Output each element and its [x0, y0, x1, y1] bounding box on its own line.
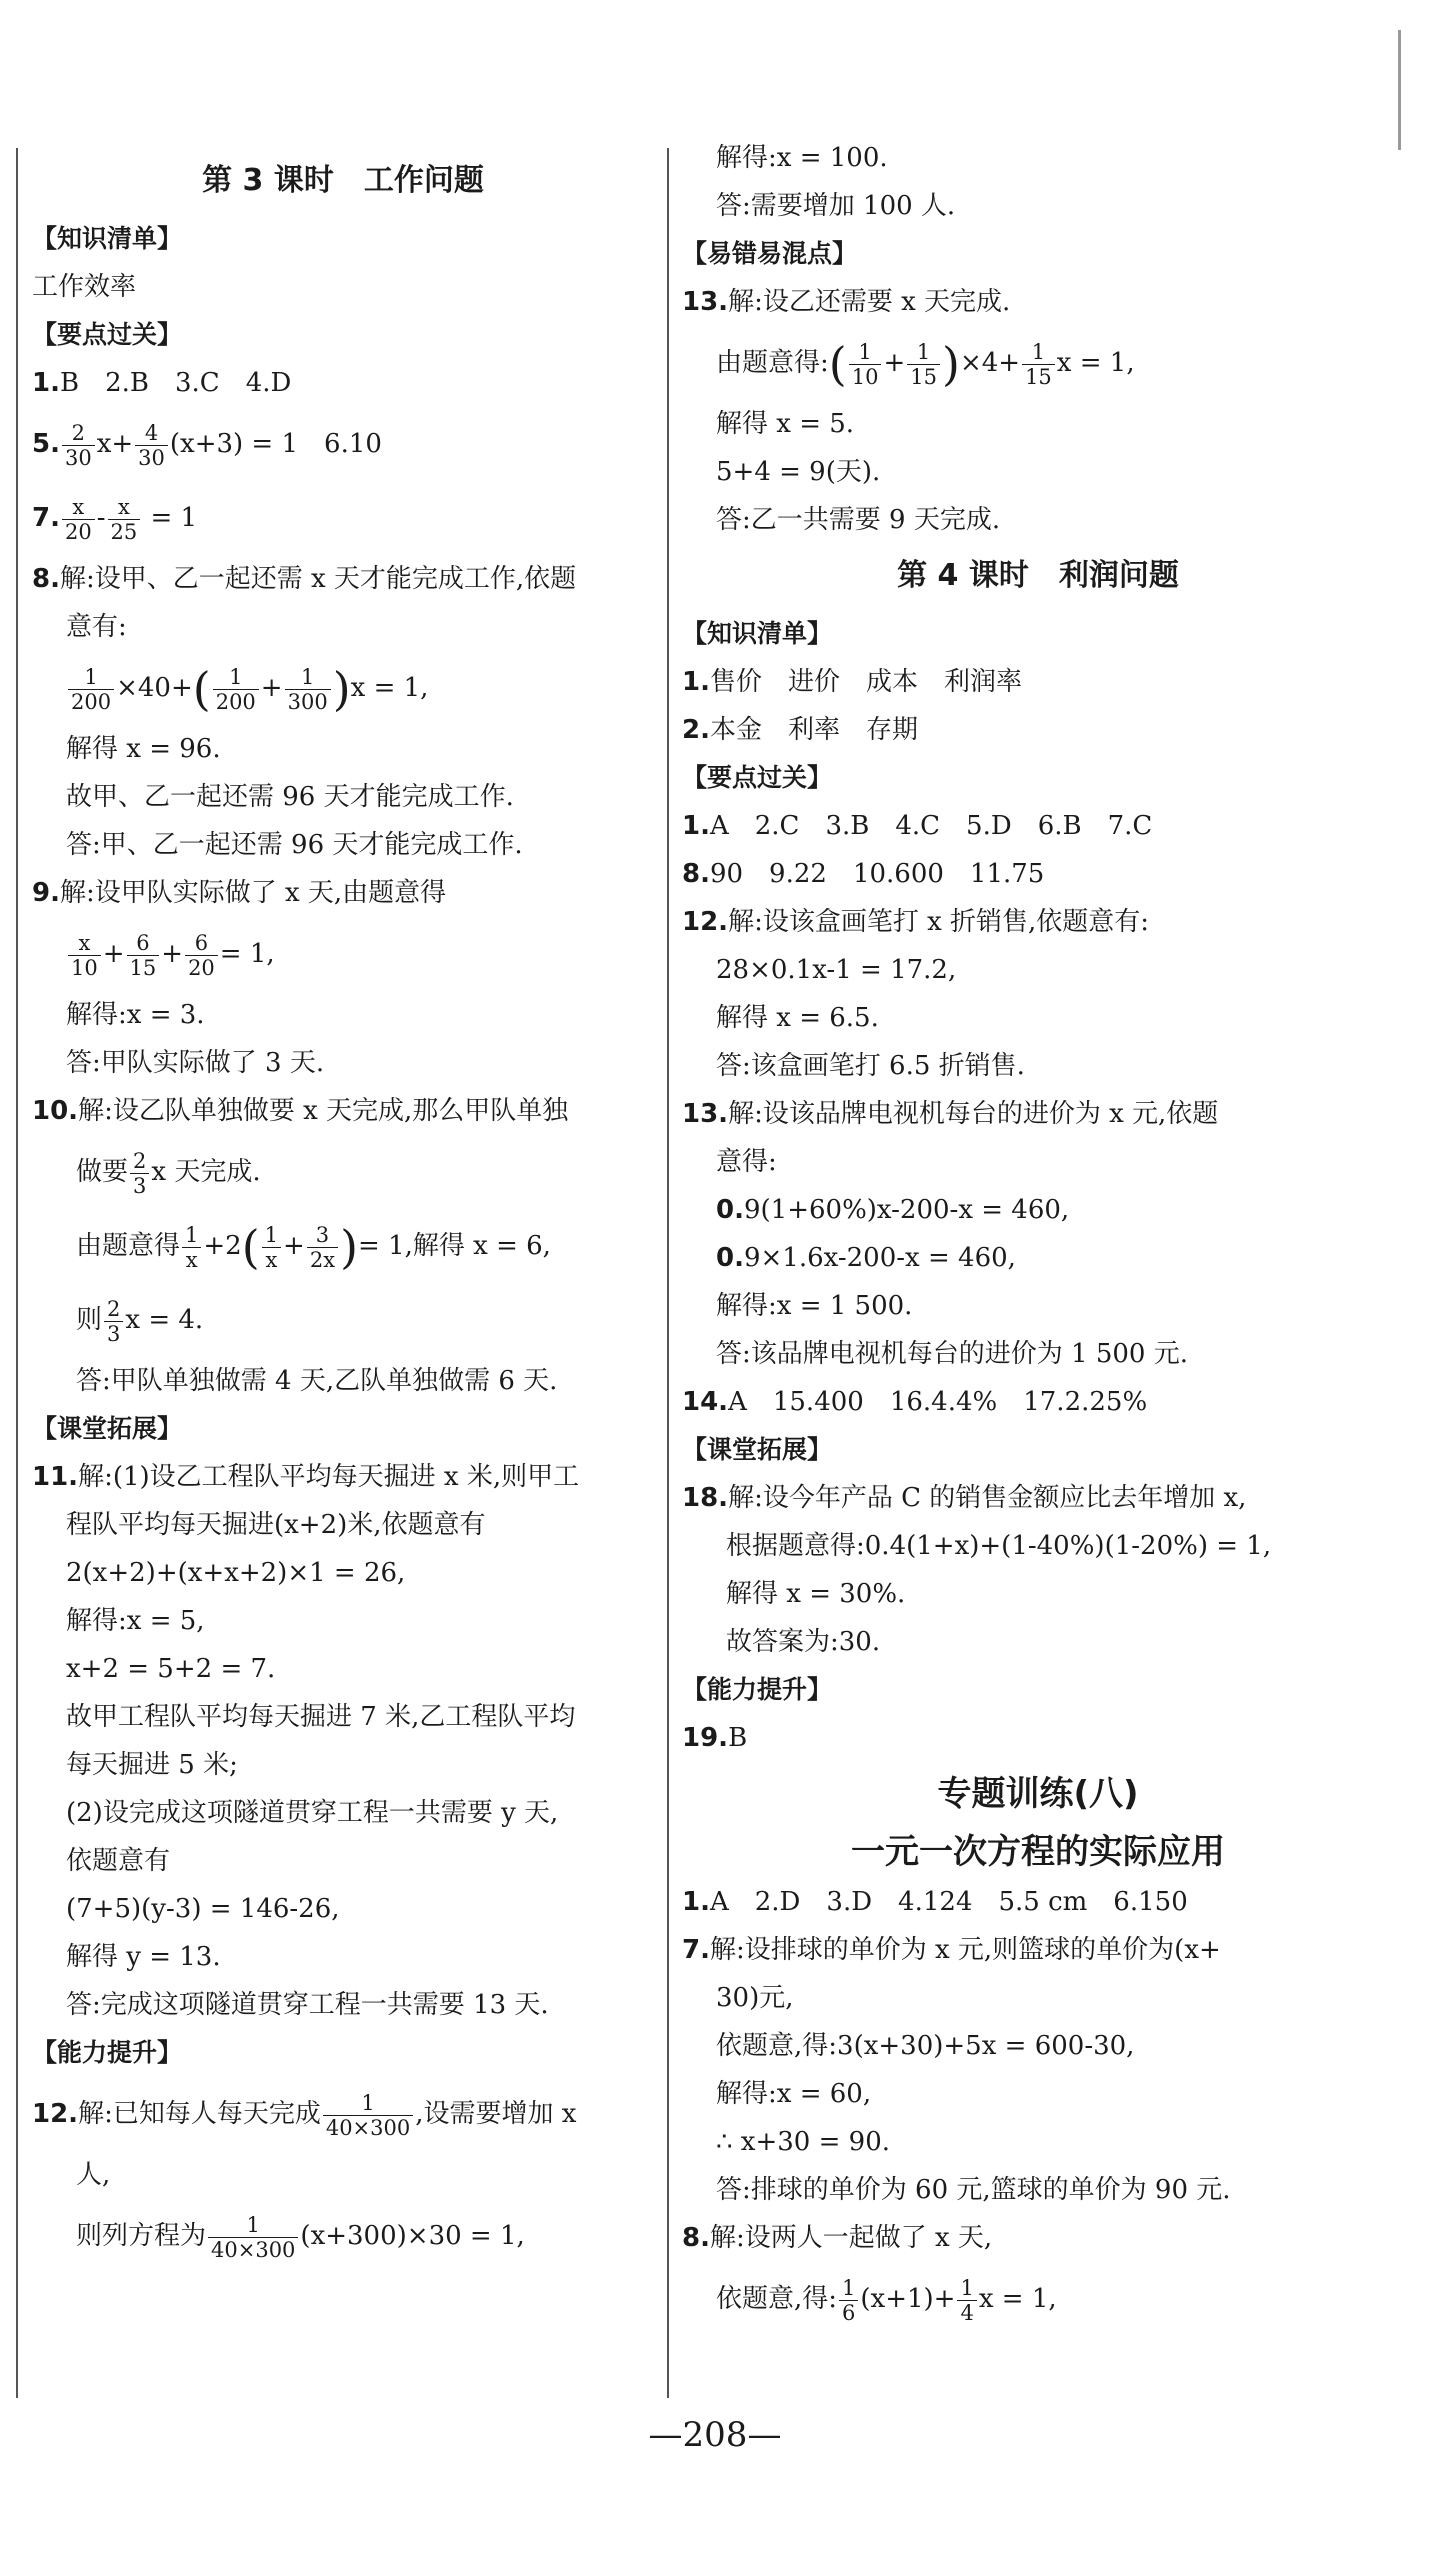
q9-equation: $\frac{x}{10}$ + $\frac{6}{15}$ + $\frac{6}{20}$ = 1,: [32, 923, 654, 985]
section-extend-2: 【课堂拓展】: [682, 1435, 833, 1464]
q8-line: 8.解:设甲、乙一起还需 x 天才能完成工作,依题: [32, 564, 577, 594]
q11-line: (7+5)(y-3) = 146-26,: [66, 1894, 340, 1924]
topic-training-title: 专题训练(八): [937, 1774, 1139, 1814]
knowledge-item: 2.本金 利率 存期: [682, 715, 918, 745]
fraction: $\frac{6}{15}$: [127, 931, 160, 980]
left-column: [32, 145, 654, 2279]
fraction: $\frac{1}{40\times 300}$: [323, 2091, 413, 2140]
answer-7: 7. $\frac{x}{20}$ - $\frac{x}{25}$ = 1: [32, 494, 198, 544]
q8c-line: 8.解:设两人一起做了 x 天,: [682, 2223, 993, 2253]
answer-19: 19.B: [682, 1723, 748, 1753]
fraction: $\frac{1}{300}$: [285, 665, 331, 714]
fraction: $\frac{1}{6}$: [839, 2276, 858, 2325]
q12-equation: 则列方程为 $\frac{1}{40\times 300}$ (x+300)×30 = 1,: [76, 2212, 525, 2262]
fraction: $\frac{1}{4}$: [957, 2276, 976, 2325]
answer-5-6: 5. $\frac{2}{30}$ x+ $\frac{4}{30}$ (x+3) = 1 6.10: [32, 420, 382, 470]
q12-line: 人,: [76, 2160, 111, 2190]
q11-line: 解得:x = 5,: [66, 1606, 205, 1636]
answers-8-11: 8.90 9.22 10.600 11.75: [682, 859, 1045, 889]
q11-line: 解得 y = 13.: [66, 1942, 221, 1972]
knowledge-item: 1.售价 进价 成本 利润率: [682, 667, 1022, 697]
q8-line: 意有:: [66, 612, 127, 642]
answers-1-7: 1.A 2.C 3.B 4.C 5.D 6.B 7.C: [682, 811, 1153, 841]
q13-line: 解得 x = 5.: [716, 409, 855, 439]
q8-line: 解得 x = 96.: [66, 734, 221, 764]
q10-equation: 由题意得 $\frac{1}{x}$ +2( $\frac{1}{x}$ + $\frac{3}{2x}$ )= 1,解得 x = 6,: [76, 1220, 551, 1274]
q11-line: x+2 = 5+2 = 7.: [66, 1654, 276, 1684]
column-divider: [667, 148, 669, 2398]
fraction: $\frac{1}{200}$: [213, 665, 259, 714]
q8-answer: 答:甲、乙一起还需 96 天才能完成工作.: [66, 830, 523, 860]
q11-line: 11.解:(1)设乙工程队平均每天掘进 x 米,则甲工: [32, 1462, 580, 1492]
section-knowledge: 【知识清单】: [32, 224, 183, 253]
section-key-points-2: 【要点过关】: [682, 763, 833, 792]
q13b-line: 解得:x = 1 500.: [716, 1291, 913, 1321]
q10-line: 做要 $\frac{2}{3}$ x 天完成.: [76, 1148, 261, 1198]
q11-line: (2)设完成这项隧道贯穿工程一共需要 y 天,: [66, 1798, 559, 1828]
q13b-line: 0.9×1.6x-200-x = 460,: [716, 1243, 1016, 1273]
section-ability-2: 【能力提升】: [682, 1675, 833, 1704]
fraction: $\frac{3}{2x}$: [307, 1223, 338, 1272]
left-margin-rule: [16, 148, 18, 2398]
fraction: $\frac{x}{20}$: [62, 495, 95, 544]
fraction: $\frac{1}{15}$: [907, 340, 940, 389]
fraction: $\frac{2}{30}$: [62, 421, 95, 470]
section-knowledge-2: 【知识清单】: [682, 619, 833, 648]
answers-1-4: 1.B 2.B 3.C 4.D: [32, 368, 292, 398]
q13b-line: 0.9(1+60%)x-200-x = 460,: [716, 1195, 1070, 1225]
section-key-points: 【要点过关】: [32, 320, 183, 349]
fraction: $\frac{6}{20}$: [185, 931, 218, 980]
q7c-line: 30)元,: [716, 1983, 794, 2013]
q9-line: 解得:x = 3.: [66, 1000, 205, 1030]
q12b-line: 12.解:设该盒画笔打 x 折销售,依题意有:: [682, 907, 1150, 937]
q7c-line: 解得:x = 60,: [716, 2079, 872, 2109]
section-ability: 【能力提升】: [32, 2038, 183, 2067]
q8-equation: $\frac{1}{200}$ ×40+( $\frac{1}{200}$ + $\frac{1}{300}$ )x = 1,: [32, 657, 654, 719]
q12-solution: 解得:x = 100.: [716, 143, 888, 173]
fraction: $\frac{2}{3}$: [130, 1149, 149, 1198]
q13-line: 5+4 = 9(天).: [716, 457, 881, 487]
fraction: $\frac{2}{3}$: [104, 1297, 123, 1346]
q11-line: 依题意有: [66, 1846, 171, 1876]
q11-answer: 答:完成这项隧道贯穿工程一共需要 13 天.: [66, 1990, 549, 2020]
q9-answer: 答:甲队实际做了 3 天.: [66, 1048, 325, 1078]
q8c-equation: 依题意,得: $\frac{1}{6}$ (x+1)+ $\frac{1}{4}$ x = 1,: [716, 2275, 1057, 2325]
q11-line: 故甲工程队平均每天掘进 7 米,乙工程队平均: [66, 1702, 576, 1732]
q12b-answer: 答:该盒画笔打 6.5 折销售.: [716, 1051, 1025, 1081]
lesson-4-title: 第 4 课时 利润问题: [897, 558, 1179, 593]
knowledge-text: 工作效率: [32, 272, 137, 302]
q13-equation: 由题意得:( $\frac{1}{10}$ + $\frac{1}{15}$ )×4+ $\frac{1}{15}$ x = 1,: [716, 337, 1135, 391]
q7c-line: ∴ x+30 = 90.: [716, 2127, 891, 2157]
fraction: $\frac{1}{x}$: [182, 1223, 201, 1272]
q13b-line: 13.解:设该品牌电视机每台的进价为 x 元,依题: [682, 1099, 1219, 1129]
fraction: $\frac{4}{30}$: [135, 421, 168, 470]
q9-line: 9.解:设甲队实际做了 x 天,由题意得: [32, 878, 447, 908]
section-error-prone: 【易错易混点】: [682, 239, 858, 268]
section-extend: 【课堂拓展】: [32, 1414, 183, 1443]
q11-line: 程队平均每天掘进(x+2)米,依题意有: [66, 1510, 486, 1540]
q7c-line: 依题意,得:3(x+30)+5x = 600-30,: [716, 2031, 1135, 2061]
topic-answers-1-6: 1.A 2.D 3.D 4.124 5.5 cm 6.150: [682, 1887, 1188, 1917]
q11-line: 每天掘进 5 米;: [66, 1750, 238, 1780]
fraction: $\frac{1}{10}$: [849, 340, 882, 389]
q7c-line: 7.解:设排球的单价为 x 元,则篮球的单价为(x+: [682, 1935, 1221, 1965]
fraction: $\frac{1}{40\times 300}$: [208, 2213, 298, 2262]
q10-line: 10.解:设乙队单独做要 x 天完成,那么甲队单独: [32, 1096, 569, 1126]
q13b-line: 意得:: [716, 1147, 777, 1177]
q7c-answer: 答:排球的单价为 60 元,篮球的单价为 90 元.: [716, 2175, 1231, 2205]
lesson-3-title: 第 3 课时 工作问题: [202, 163, 484, 198]
topic-subtitle: 一元一次方程的实际应用: [851, 1832, 1225, 1872]
q12-line: 12.解:已知每人每天完成 $\frac{1}{40\times 300}$ ,设需要增加 x: [32, 2090, 577, 2140]
q11-line: 2(x+2)+(x+x+2)×1 = 26,: [66, 1558, 406, 1588]
q8-line: 故甲、乙一起还需 96 天才能完成工作.: [66, 782, 514, 812]
q13b-answer: 答:该品牌电视机每台的进价为 1 500 元.: [716, 1339, 1188, 1369]
right-column: [682, 140, 1394, 2342]
q10-line: 则 $\frac{2}{3}$ x = 4.: [76, 1296, 204, 1346]
answers-14-17: 14.A 15.400 16.4.4% 17.2.25%: [682, 1387, 1148, 1417]
q18-line: 18.解:设今年产品 C 的销售金额应比去年增加 x,: [682, 1483, 1247, 1513]
fraction: $\frac{1}{x}$: [262, 1223, 281, 1272]
fraction: $\frac{1}{15}$: [1022, 340, 1055, 389]
fraction: $\frac{x}{25}$: [108, 495, 141, 544]
q13-line: 13.解:设乙还需要 x 天完成.: [682, 287, 1011, 317]
page-number: —208—: [648, 2415, 782, 2455]
q13-answer: 答:乙一共需要 9 天完成.: [716, 505, 1001, 535]
q12b-line: 28×0.1x-1 = 17.2,: [716, 955, 957, 985]
page-edge-mark: [1398, 30, 1401, 150]
q18-line: 故答案为:30.: [726, 1627, 881, 1657]
fraction: $\frac{x}{10}$: [68, 931, 101, 980]
q12b-line: 解得 x = 6.5.: [716, 1003, 879, 1033]
q18-line: 解得 x = 30%.: [726, 1579, 906, 1609]
fraction: $\frac{1}{200}$: [68, 665, 114, 714]
q18-line: 根据题意得:0.4(1+x)+(1-40%)(1-20%) = 1,: [726, 1531, 1272, 1561]
q12-answer: 答:需要增加 100 人.: [716, 191, 956, 221]
q10-answer: 答:甲队单独做需 4 天,乙队单独做需 6 天.: [76, 1366, 558, 1396]
